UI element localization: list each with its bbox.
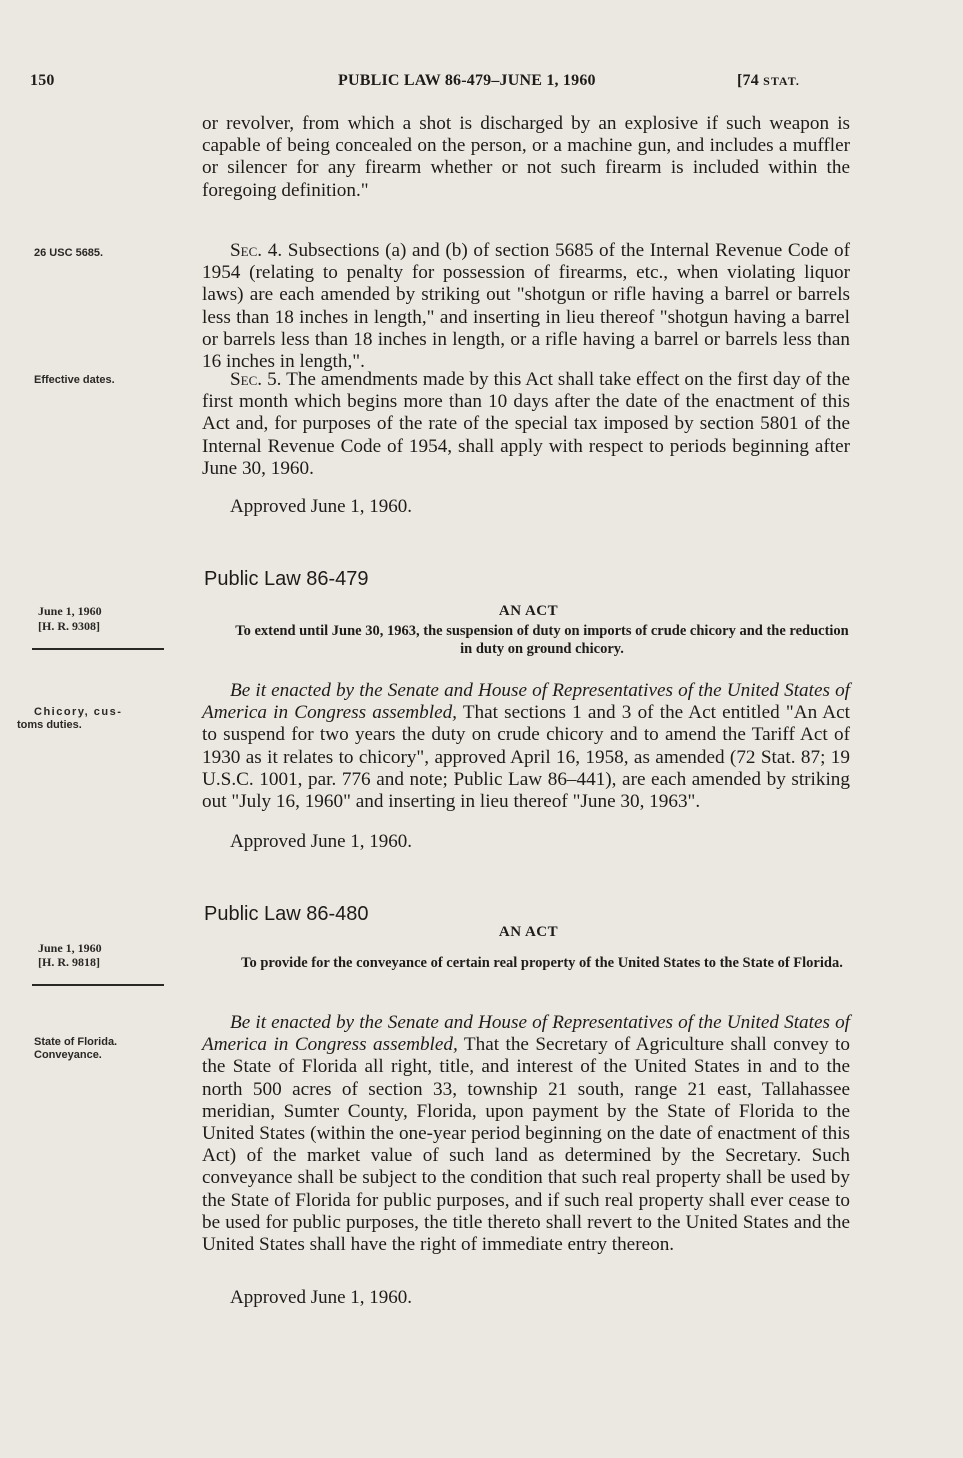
law-480-heading: Public Law 86-480 [204,903,369,925]
continuation-paragraph: or revolver, from which a shot is discharged by an explosive if such weapon is capable of being concealed on the person, or a machine gun, and includes a muffler or silencer for any firearm whether or not such firearm is included within the foregoing definition." [202,113,850,201]
statute-reference [737,72,800,90]
approved-date-3: Approved June 1, 1960. [230,1287,413,1308]
statute-volume: [74 [737,72,764,89]
page-number: 150 [30,72,55,89]
law-479-text: That sections 1 and 3 of the Act entitled "An Act to suspend for two years the duty on crude chicory and to amend the Tariff Act of 1930 as it relates to chicory", approved April 16, 1958, as amended (72 Stat. 87; 19 U.S.C. 1001, par. 776 and note; Public Law 86–441), are each amended by striking out "July 16, 1960" and inserting in lieu thereof "June 30, 1963". [202,702,850,813]
section-4-label: Sec. 4. [230,240,283,261]
approved-date-1: Approved June 1, 1960. [230,496,413,517]
law-480-margin-note-1: State of Florida. [34,1036,118,1048]
law-480-purpose: To provide for the conveyance of certain real property of the United States to the State of Florida. [241,955,843,971]
law-480-margin-note-2: Conveyance. [34,1049,102,1061]
law-480-bill-note: [H. R. 9818] [38,955,100,969]
law-480-an-act-text: AN ACT [498,924,559,940]
law-479-an-act [0,603,963,620]
law-479-margin-rule [32,648,164,650]
section-4-text: Subsections (a) and (b) of section 5685 of the Internal Revenue Code of 1954 (relating to penalty for possession of firearms, etc., when violating liquor laws) are each amended by striking out "shotgun or rifle having a barrel or barrels less than 18 inches in length," and inserting in lieu thereof "shotgun having a barrel or barrels less than 18 inches in length, or a rifle having a barrel or barrels less than 16 inches in length,". [202,240,850,373]
running-title: PUBLIC LAW 86-479–JUNE 1, 1960 [338,72,596,89]
law-480-body [202,1012,850,1256]
law-479-date-note: June 1, 1960 [38,604,102,618]
law-480-margin-rule [32,984,164,986]
law-480-text: That the Secretary of Agriculture shall convey to the State of Florida all right, title, and interest of the United States in and to the north 500 acres of section 33, township 21 south, range 21 east, Tallahassee meridian, Sumter County, Florida, upon payment by the State of Florida to the United States (within the one-year period beginning on the date of enactment of this Act) of the market value of such land as determined by the Secretary. Such conveyance shall be subject to the condition that such real property shall be used by the State of Florida for public purposes, and if such real property shall ever cease to be used for public purposes, the title thereto shall revert to the United States and the United States shall have the right of immediate entry thereon. [202,1034,850,1256]
statute-abbrev: STAT. [763,74,800,88]
law-479-margin-note-1: Chicory, cus- [34,706,123,718]
section-5-paragraph [202,369,850,480]
law-479-bill-note: [H. R. 9308] [38,619,100,633]
approved-date-2: Approved June 1, 1960. [230,831,413,852]
law-479-margin-note-2: toms duties. [17,719,82,731]
law-480-date-note: June 1, 1960 [38,941,102,955]
section-5-label: Sec. 5. [230,369,282,390]
section-4-paragraph [202,240,850,373]
law-480-enacting-clause: Be it enacted by the Senate and House of Representatives of the United States of America in Congress assembled, [202,1012,850,1056]
law-480-an-act [0,924,963,941]
margin-note-effective: Effective dates. [34,374,115,386]
law-479-heading: Public Law 86-479 [204,568,369,590]
law-479-body [202,680,850,813]
margin-note-usc: 26 USC 5685. [34,247,104,259]
law-479-enacting-clause: Be it enacted by the Senate and House of Representatives of the United States of America in Congress assembled, [202,680,850,724]
law-479-an-act-text: AN ACT [498,603,559,619]
section-5-text: The amendments made by this Act shall take effect on the first day of the first month which begins more than 10 days after the date of the enactment of this Act and, for purposes of the rate of the special tax imposed by section 5801 of the Internal Revenue Code of 1954, shall apply with respect to periods beginning after June 30, 1960. [202,369,850,479]
law-479-purpose: To extend until June 30, 1963, the suspension of duty on imports of crude chicory and the reduction in duty on ground chicory. [235,623,849,657]
